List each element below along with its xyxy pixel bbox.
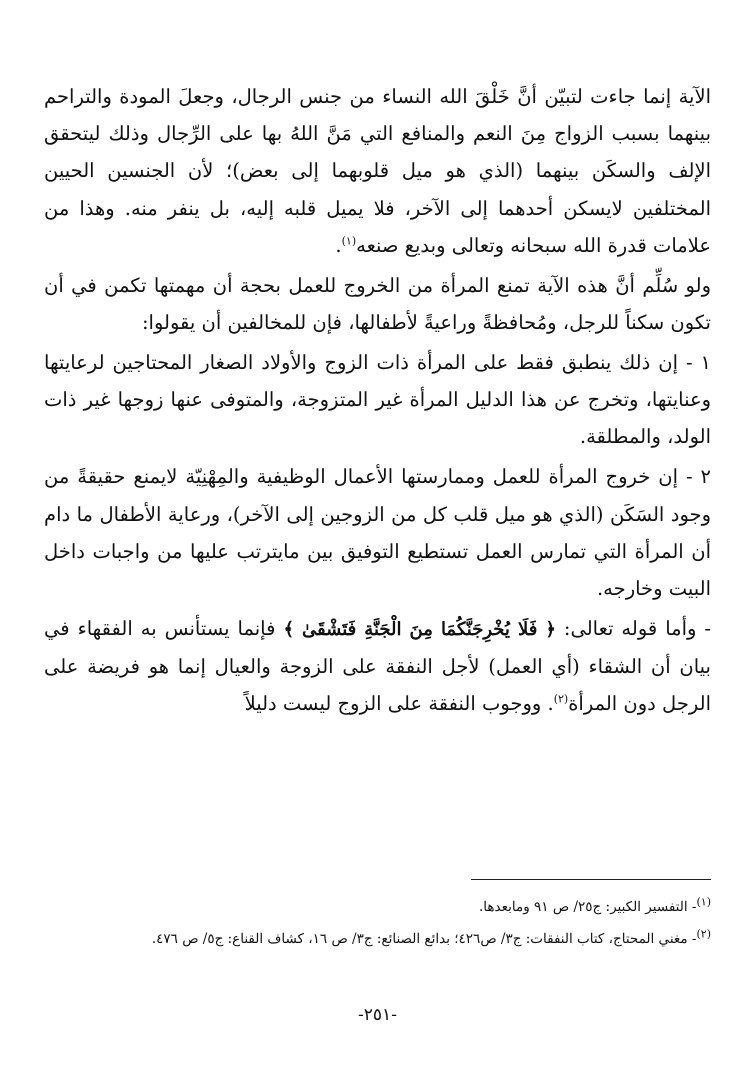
quran-verse: ﴿ فَلَا يُخْرِجَنَّكُمَا مِنَ الْجَنَّةِ فَتَشْقَىٰ ﴾ — [283, 619, 556, 641]
paragraph-2: ولو سُلِّم أنَّ هذه الآية تمنع المرأة من الخروج للعمل بحجة أن مهمتها تكمن في أن تكون سكناً للرجل، ومُحافظةً وراعيةً لأطفالها، فإن للمخالفين أن يقولوا: — [44, 273, 711, 335]
footnote-2 — [44, 928, 711, 950]
footnote-1-text: - التفسير الكبير: ج٢٥/ ص ٩١ ومابعدها. — [479, 899, 697, 915]
footnotes — [44, 896, 711, 960]
footnote-2-text: - مغني المحتاج، كتاب النفقات: ج٣/ ص٤٢٦؛ بدائع الصنائع: ج٣/ ص ١٦، كشاف القناع: ج٥/ ص ٤٧٦. — [151, 931, 697, 947]
page-number: -٢٥١- — [358, 1005, 397, 1025]
paragraph-1: الآية إنما جاءت لتبيّن أنَّ خَلْقَ الله النساء من جنس الرجال، وجعلَ المودة والتراحم بينهما بسبب الزواج مِنَ النعم والمنافع التي مَنَّ اللهُ بها على الرِّجال وذلك ليتحقق الإلف والسكَن بينهما (الذي هو ميل قلوبهما إلى بعض)؛ لأن الجنسين الحيين المختلفين لايسكن أحدهما إلى الآخر، فلا يميل قلبه إليه، بل ينفر منه. وهذا من علامات قدرة الله سبحانه وتعالى وبديع صنعه$^{(١)}$. — [44, 85, 711, 257]
footnote-2-marker: (٢) — [696, 927, 711, 941]
paragraph-4: ٢ - إن خروج المرأة للعمل وممارستها الأعمال الوظيفية والمِهْنِيّة لايمنع حقيقةً من وجود السَكَن (الذي هو ميل قلب كل من الزوجين إلى الآخر)، ورعاية الأطفال ما دام أن المرأة التي تمارس العمل تستطيع التوفيق بين مايترتب عليها من واجبات داخل البيت وخارجه. — [44, 465, 711, 601]
paragraph-5-body: فإنما يستأنس به الفقهاء في بيان أن الشقاء (أي العمل) لأجل النفقة على الزوجة والعيال إنما هو فريضة على الرجل دون المرأة — [44, 617, 711, 716]
paragraph-5-end: . ووجوب النفقة على الزوج ليست دليلاً — [244, 692, 554, 716]
footnote-marker-1: (١) — [341, 234, 357, 248]
footnote-1 — [44, 896, 711, 918]
paragraph-5 — [44, 610, 711, 723]
footnote-divider — [471, 879, 711, 880]
paragraph-5-intro: - وأما قوله تعالى: — [555, 617, 711, 641]
footnote-marker-2: (٢) — [553, 692, 569, 706]
paragraph-1-text: الآية إنما جاءت لتبيّن أنَّ خَلْقَ الله النساء من جنس الرجال، وجعلَ المودة والتراحم بينهما بسبب الزواج مِنَ النعم والمنافع التي مَنَّ اللهُ بها على الرِّجال وذلك ليتحقق الإلف والسكَن بينهما (الذي هو ميل قلوبهما إلى بعض)؛ لأن الجنسين الحيين المختلفين لايسكن أحدهما إلى الآخر، فلا يميل قلبه إليه، بل ينفر منه. وهذا من علامات قدرة الله سبحانه وتعالى وبديع صنعه — [44, 85, 711, 257]
footnote-1-marker: (١) — [696, 895, 711, 909]
main-text — [44, 78, 711, 723]
paragraph-3: ١ - إن ذلك ينطبق فقط على المرأة ذات الزوج والأولاد الصغار المحتاجين لرعايتها وعنايتها، وتخرج عن هذا الدليل المرأة غير المتزوجة، والمتوفى عنها زوجها غير ذات الولد، والمطلقة. — [44, 351, 711, 449]
